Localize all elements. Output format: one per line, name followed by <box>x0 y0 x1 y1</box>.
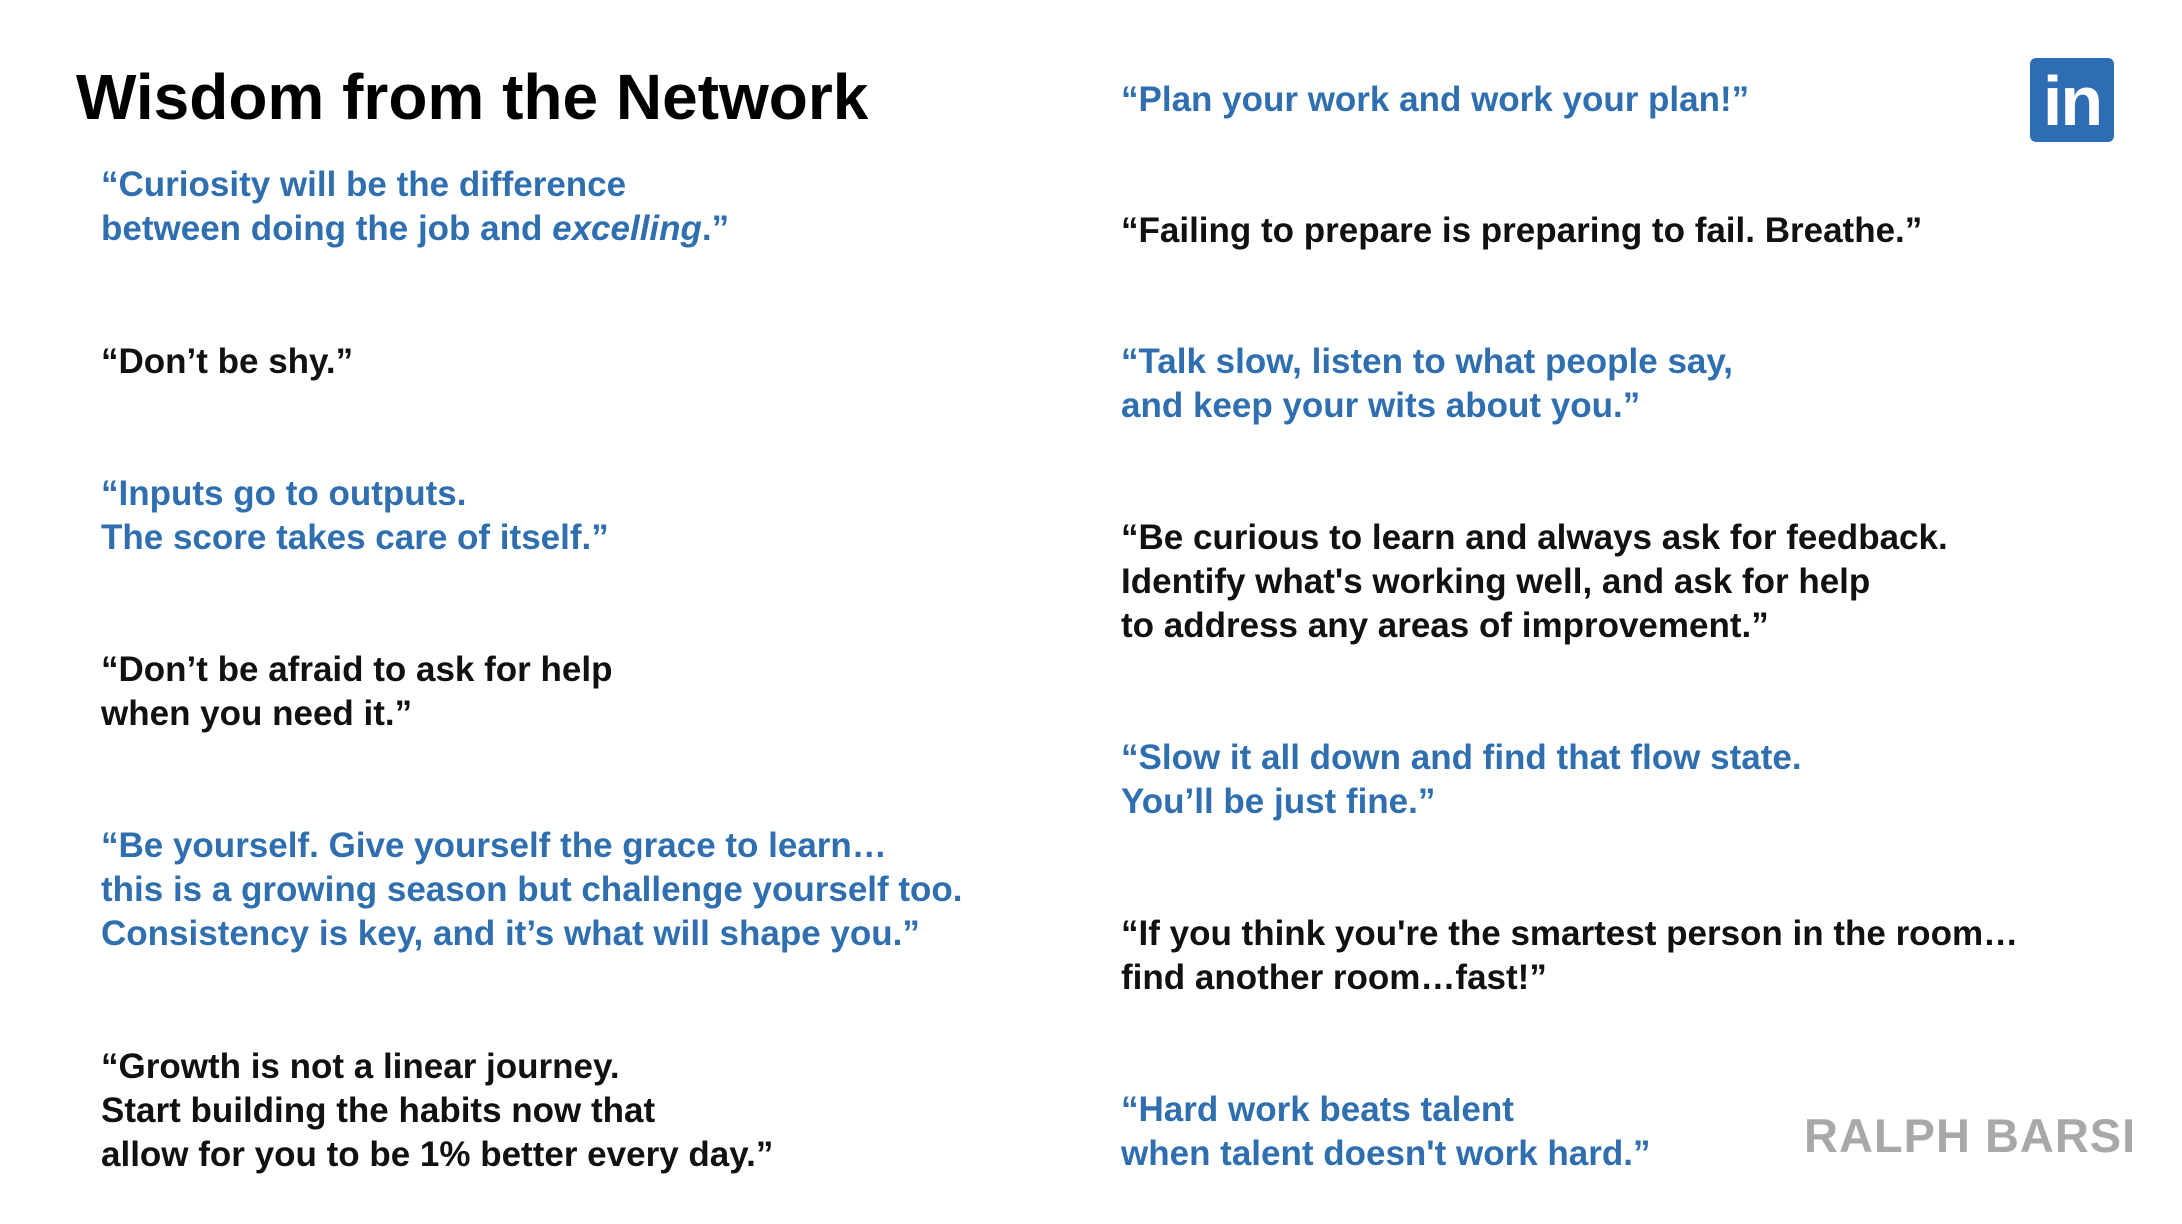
quote-failing-to-prepare: “Failing to prepare is preparing to fail. Breathe.” <box>1121 211 1923 250</box>
quote-ask-for-help: “Don’t be afraid to ask for help when you need it.” <box>101 650 613 733</box>
author-name: RALPH BARSI <box>1804 1109 2137 1162</box>
quote-curiosity-emphasis: excelling <box>552 209 702 248</box>
quote-talk-slow: “Talk slow, listen to what people say, and keep your wits about you.” <box>1121 342 1733 425</box>
quote-growth: “Growth is not a linear journey. Start building the habits now that allow for you to be 1% better every day.” <box>101 1047 774 1174</box>
quote-curiosity-text-start: “Curiosity will be the difference between doing the job and <box>101 165 627 248</box>
quote-smartest-person: “If you think you're the smartest person in the room… find another room…fast!” <box>1121 914 2019 997</box>
quote-curiosity-text-end: .” <box>701 209 730 248</box>
quote-dont-be-shy: “Don’t be shy.” <box>101 342 354 381</box>
page-title: Wisdom from the Network <box>76 61 869 133</box>
linkedin-logo-text: in <box>2042 62 2102 140</box>
quote-slow-it-down: “Slow it all down and find that flow state. You’ll be just fine.” <box>1121 738 1802 821</box>
quote-be-curious: “Be curious to learn and always ask for feedback. Identify what's working well, and ask for help to address any areas of improvement.” <box>1121 518 1948 645</box>
quote-hard-work: “Hard work beats talent when talent doesn't work hard.” <box>1121 1090 1651 1173</box>
linkedin-logo-icon <box>2030 58 2114 142</box>
quote-inputs-outputs: “Inputs go to outputs. The score takes care of itself.” <box>101 474 609 557</box>
quote-curiosity <box>101 163 729 251</box>
quote-be-yourself: “Be yourself. Give yourself the grace to learn… this is a growing season but challenge yourself too. Consistency is key, and it’s what will shape you.” <box>101 826 963 953</box>
quote-plan-your-work: “Plan your work and work your plan!” <box>1121 80 1750 119</box>
